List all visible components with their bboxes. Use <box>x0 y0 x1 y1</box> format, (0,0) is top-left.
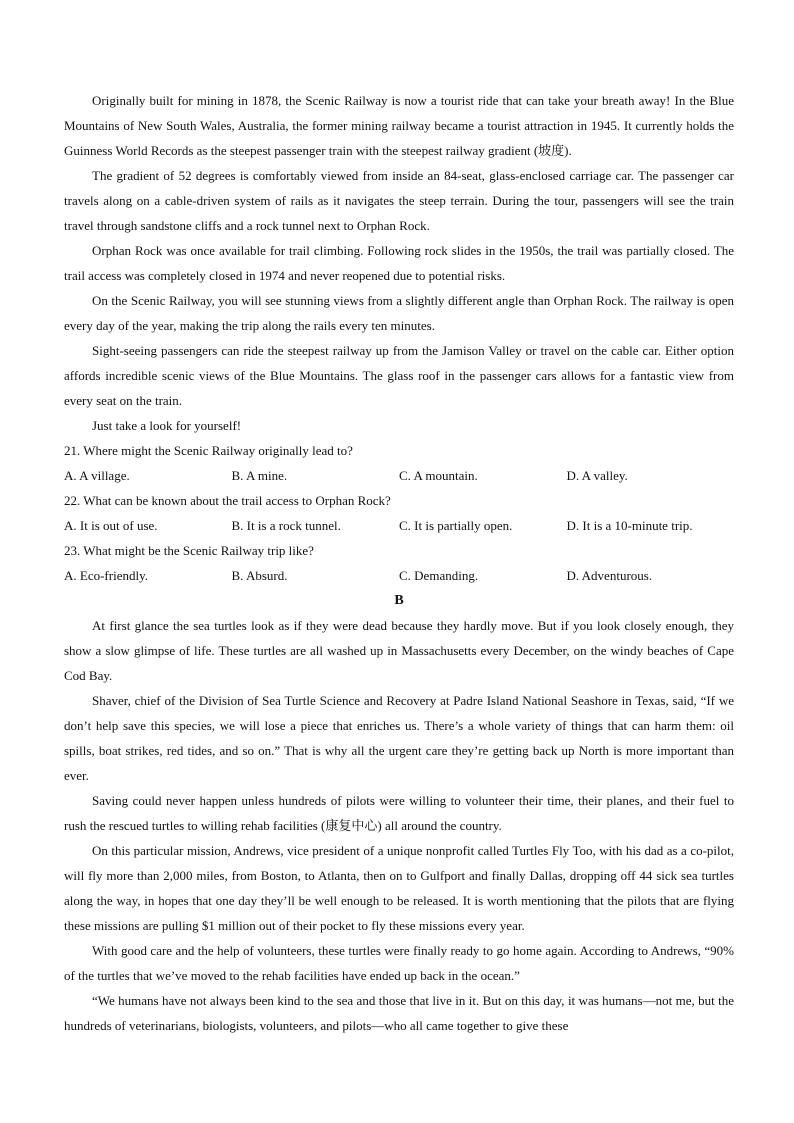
question-23 <box>64 538 734 588</box>
passage-a-paragraph-6: Just take a look for yourself! <box>92 418 242 433</box>
document-body <box>64 88 734 1038</box>
option-a: A. Eco-friendly. <box>64 568 148 583</box>
question-stem: 22. What can be known about the trail access to Orphan Rock? <box>64 493 391 508</box>
passage-a-paragraph-4: On the Scenic Railway, you will see stunning views from a slightly different angle than Orphan Rock. The railway is open every day of the year, making the trip along the rails every ten minutes. <box>64 293 734 333</box>
passage-b-paragraph-5: With good care and the help of volunteers, these turtles were finally ready to go home again. According to Andrews, “90% of the turtles that we’ve moved to the rehab facilities have ended up back in the ocean.” <box>64 943 734 983</box>
option-d: D. A valley. <box>566 468 628 483</box>
question-22 <box>64 488 734 538</box>
option-d: D. It is a 10-minute trip. <box>566 518 693 533</box>
answer-options <box>64 463 734 488</box>
question-stem: 23. What might be the Scenic Railway trip like? <box>64 543 314 558</box>
option-a: A. A village. <box>64 468 130 483</box>
option-b: B. It is a rock tunnel. <box>231 518 341 533</box>
passage-b-paragraph-6: “We humans have not always been kind to the sea and those that live in it. But on this day, it was humans—not me, but the hundreds of veterinarians, biologists, volunteers, and pilots—who all came together to give these <box>64 993 734 1033</box>
passage-a-paragraph-5: Sight-seeing passengers can ride the steepest railway up from the Jamison Valley or travel on the cable car. Either option affords incredible scenic views of the Blue Mountains. The glass roof in the passenger cars allows for a fantastic view from every seat on the train. <box>64 343 734 408</box>
question-stem: 21. Where might the Scenic Railway originally lead to? <box>64 443 353 458</box>
passage-b-paragraph-2: Shaver, chief of the Division of Sea Turtle Science and Recovery at Padre Island National Seashore in Texas, said, “If we don’t help save this species, we will lose a piece that enriches us. There’s a whole variety of things that can harm them: oil spills, boat strikes, red tides, and so on.” That is why all the urgent care they’re getting back up North is more important than ever. <box>64 693 734 783</box>
passage-a <box>64 88 734 438</box>
passage-a-paragraph-1: Originally built for mining in 1878, the Scenic Railway is now a tourist ride that can take your breath away! In the Blue Mountains of New South Wales, Australia, the former mining railway became a tourist attraction in 1945. It currently holds the Guinness World Records as the steepest passenger train with the steepest railway gradient (坡度). <box>64 93 734 158</box>
option-c: C. It is partially open. <box>399 518 513 533</box>
passage-b-paragraph-3: Saving could never happen unless hundreds of pilots were willing to volunteer their time, their planes, and their fuel to rush the rescued turtles to willing rehab facilities (康复中心) all around the country. <box>64 793 734 833</box>
option-d: D. Adventurous. <box>566 568 653 583</box>
option-c: C. Demanding. <box>399 568 479 583</box>
answer-options <box>64 513 734 538</box>
passage-b <box>64 613 734 1038</box>
option-c: C. A mountain. <box>399 468 478 483</box>
answer-options <box>64 563 734 588</box>
passage-a-paragraph-3: Orphan Rock was once available for trail climbing. Following rock slides in the 1950s, the trail was partially closed. The trail access was completely closed in 1974 and never reopened due to potential risks. <box>64 243 734 283</box>
question-21 <box>64 438 734 488</box>
passage-b-paragraph-4: On this particular mission, Andrews, vice president of a unique nonprofit called Turtles Fly Too, with his dad as a co-pilot, will fly more than 2,000 miles, from Boston, to Atlanta, then on to Gulfport and finally Dallas, dropping off 44 sick sea turtles along the way, in hopes that one day they’ll be well enough to be released. It is worth mentioning that the pilots that are flying these missions are pulling $1 million out of their pocket to fly these missions every year. <box>64 843 734 933</box>
passage-a-paragraph-2: The gradient of 52 degrees is comfortably viewed from inside an 84-seat, glass-enclosed carriage car. The passenger car travels along on a cable-driven system of rails as it navigates the steep terrain. During the tour, passengers will see the train travel through sandstone cliffs and a rock tunnel next to Orphan Rock. <box>64 168 734 233</box>
option-b: B. A mine. <box>231 468 288 483</box>
option-a: A. It is out of use. <box>64 518 158 533</box>
option-b: B. Absurd. <box>231 568 288 583</box>
section-b-heading: B <box>394 593 404 608</box>
passage-b-paragraph-1: At first glance the sea turtles look as if they were dead because they hardly move. But if you look closely enough, they show a slow glimpse of life. These turtles are all washed up in Massachusetts every December, on the windy beaches of Cape Cod Bay. <box>64 618 734 683</box>
